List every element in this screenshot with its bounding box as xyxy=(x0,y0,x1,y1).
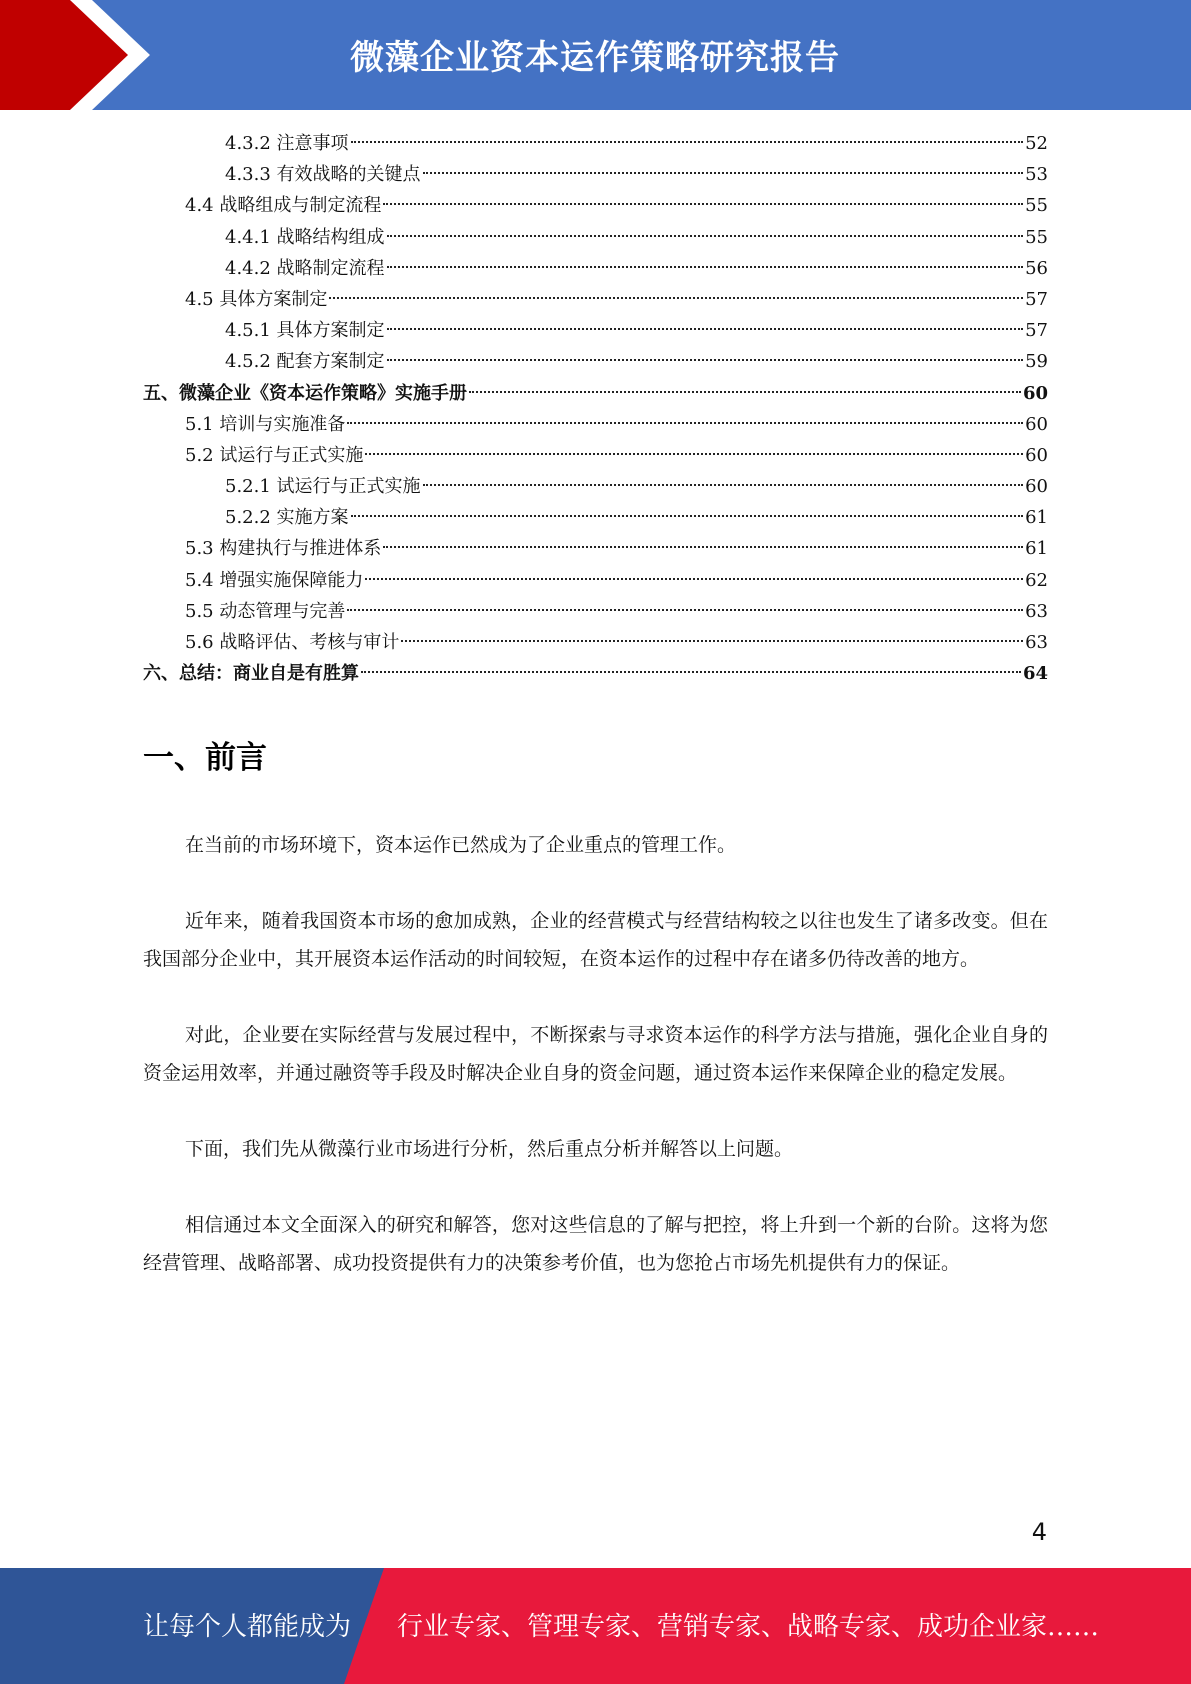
toc-entry-page: 55 xyxy=(1025,226,1048,248)
toc-dot-leader xyxy=(351,140,1024,143)
toc-entry-label: 5.3 构建执行与推进体系 xyxy=(185,538,382,560)
toc-entry-page: 55 xyxy=(1025,195,1048,217)
toc-entry-label: 5.4 增强实施保障能力 xyxy=(185,569,364,591)
toc-entry[interactable] xyxy=(143,471,1048,502)
toc-entry-page: 64 xyxy=(1022,663,1048,685)
report-title: 微藻企业资本运作策略研究报告 xyxy=(350,38,840,78)
toc-entry[interactable] xyxy=(143,565,1048,596)
body-paragraph: 近年来，随着我国资本市场的愈加成熟，企业的经营模式与经营结构较之以往也发生了诸多改变。但在我国部分企业中，其开展资本运作活动的时间较短，在资本运作的过程中存在诸多仍待改善的地方。 xyxy=(143,910,1048,970)
toc-entry-label: 5.5 动态管理与完善 xyxy=(185,600,346,622)
toc-entry[interactable] xyxy=(143,128,1048,159)
toc-dot-leader xyxy=(347,421,1023,424)
toc-entry-label: 4.5.2 配套方案制定 xyxy=(225,351,385,373)
section-body xyxy=(143,826,1048,1320)
toc-entry-label: 五、微藻企业《资本运作策略》实施手册 xyxy=(143,382,467,404)
toc-entry-page: 53 xyxy=(1025,164,1048,186)
toc-entry-label: 5.2.1 试运行与正式实施 xyxy=(225,476,421,498)
toc-entry-label: 4.5.1 具体方案制定 xyxy=(225,320,385,342)
toc-dot-leader xyxy=(387,327,1024,330)
toc-dot-leader xyxy=(351,514,1024,517)
toc-entry-page: 57 xyxy=(1025,320,1048,342)
toc-entry[interactable] xyxy=(143,159,1048,190)
footer-slogan-left: 让每个人都能成为 xyxy=(143,1612,352,1642)
toc-dot-leader xyxy=(365,577,1023,580)
toc-entry-page: 60 xyxy=(1022,382,1048,404)
toc-dot-leader xyxy=(329,296,1023,299)
toc-entry[interactable] xyxy=(143,658,1048,689)
page-number: 4 xyxy=(1031,1518,1047,1546)
toc-entry-page: 63 xyxy=(1025,632,1048,653)
toc-dot-leader xyxy=(469,390,1021,393)
body-paragraph: 对此，企业要在实际经营与发展过程中，不断探索与寻求资本运作的科学方法与措施，强化企业自身的资金运用效率，并通过融资等手段及时解决企业自身的资金问题，通过资本运作来保障企业的稳定发展。 xyxy=(143,1024,1048,1084)
toc-entry-label: 4.4 战略组成与制定流程 xyxy=(185,195,382,217)
toc-dot-leader xyxy=(387,265,1024,268)
toc-dot-leader xyxy=(383,202,1023,205)
toc-entry-page: 60 xyxy=(1025,413,1048,435)
toc-entry-page: 60 xyxy=(1025,444,1048,466)
toc-dot-leader xyxy=(383,545,1023,548)
body-paragraph: 下面，我们先从微藻行业市场进行分析，然后重点分析并解答以上问题。 xyxy=(185,1138,794,1160)
toc-dot-leader xyxy=(423,171,1024,174)
toc-entry[interactable] xyxy=(143,502,1048,533)
toc-entry[interactable] xyxy=(143,596,1048,627)
toc-entry[interactable] xyxy=(143,346,1048,377)
toc-entry-page: 60 xyxy=(1025,476,1048,498)
toc-entry-page: 56 xyxy=(1025,257,1048,279)
toc-entry-page: 62 xyxy=(1025,569,1048,591)
toc-entry-page: 52 xyxy=(1025,133,1048,154)
toc-entry-label: 5.2.2 实施方案 xyxy=(225,507,349,529)
toc-entry-label: 4.3.3 有效战略的关键点 xyxy=(225,164,421,186)
toc-dot-leader xyxy=(365,452,1023,455)
toc-entry[interactable] xyxy=(143,284,1048,315)
toc-entry[interactable] xyxy=(143,409,1048,440)
toc-entry-label: 5.2 试运行与正式实施 xyxy=(185,444,364,466)
table-of-contents xyxy=(143,128,1048,689)
toc-entry-label: 4.5 具体方案制定 xyxy=(185,288,328,310)
toc-entry-page: 61 xyxy=(1025,538,1048,560)
toc-entry[interactable] xyxy=(143,378,1048,409)
page-header xyxy=(0,0,1191,110)
toc-entry[interactable] xyxy=(143,190,1048,221)
toc-entry[interactable] xyxy=(143,222,1048,253)
toc-dot-leader xyxy=(423,483,1024,486)
toc-dot-leader xyxy=(387,234,1024,237)
toc-entry-label: 4.3.2 注意事项 xyxy=(225,133,349,154)
toc-entry[interactable] xyxy=(143,253,1048,284)
footer-slogan-right: 行业专家、管理专家、营销专家、战略专家、成功企业家…… xyxy=(397,1612,1100,1642)
toc-entry-page: 61 xyxy=(1025,507,1048,529)
toc-entry-label: 六、总结：商业自是有胜算 xyxy=(143,663,359,685)
page-footer xyxy=(0,1568,1191,1684)
toc-dot-leader xyxy=(387,358,1024,361)
toc-entry[interactable] xyxy=(143,315,1048,346)
toc-entry[interactable] xyxy=(143,627,1048,658)
toc-dot-leader xyxy=(347,608,1023,611)
toc-entry[interactable] xyxy=(143,440,1048,471)
toc-entry-page: 63 xyxy=(1025,600,1048,622)
toc-entry-page: 59 xyxy=(1025,351,1048,373)
section-heading: 一、前言 xyxy=(143,740,267,776)
toc-entry-page: 57 xyxy=(1025,288,1048,310)
toc-entry-label: 5.6 战略评估、考核与审计 xyxy=(185,632,400,653)
toc-entry[interactable] xyxy=(143,533,1048,564)
toc-entry-label: 4.4.2 战略制定流程 xyxy=(225,257,385,279)
toc-dot-leader xyxy=(361,670,1021,673)
toc-dot-leader xyxy=(401,639,1023,642)
toc-entry-label: 5.1 培训与实施准备 xyxy=(185,413,346,435)
toc-entry-label: 4.4.1 战略结构组成 xyxy=(225,226,385,248)
body-paragraph: 在当前的市场环境下，资本运作已然成为了企业重点的管理工作。 xyxy=(185,834,737,856)
body-paragraph: 相信通过本文全面深入的研究和解答，您对这些信息的了解与把控，将上升到一个新的台阶。这将为您经营管理、战略部署、成功投资提供有力的决策参考价值，也为您抢占市场先机提供有力的保证。 xyxy=(143,1214,1048,1274)
